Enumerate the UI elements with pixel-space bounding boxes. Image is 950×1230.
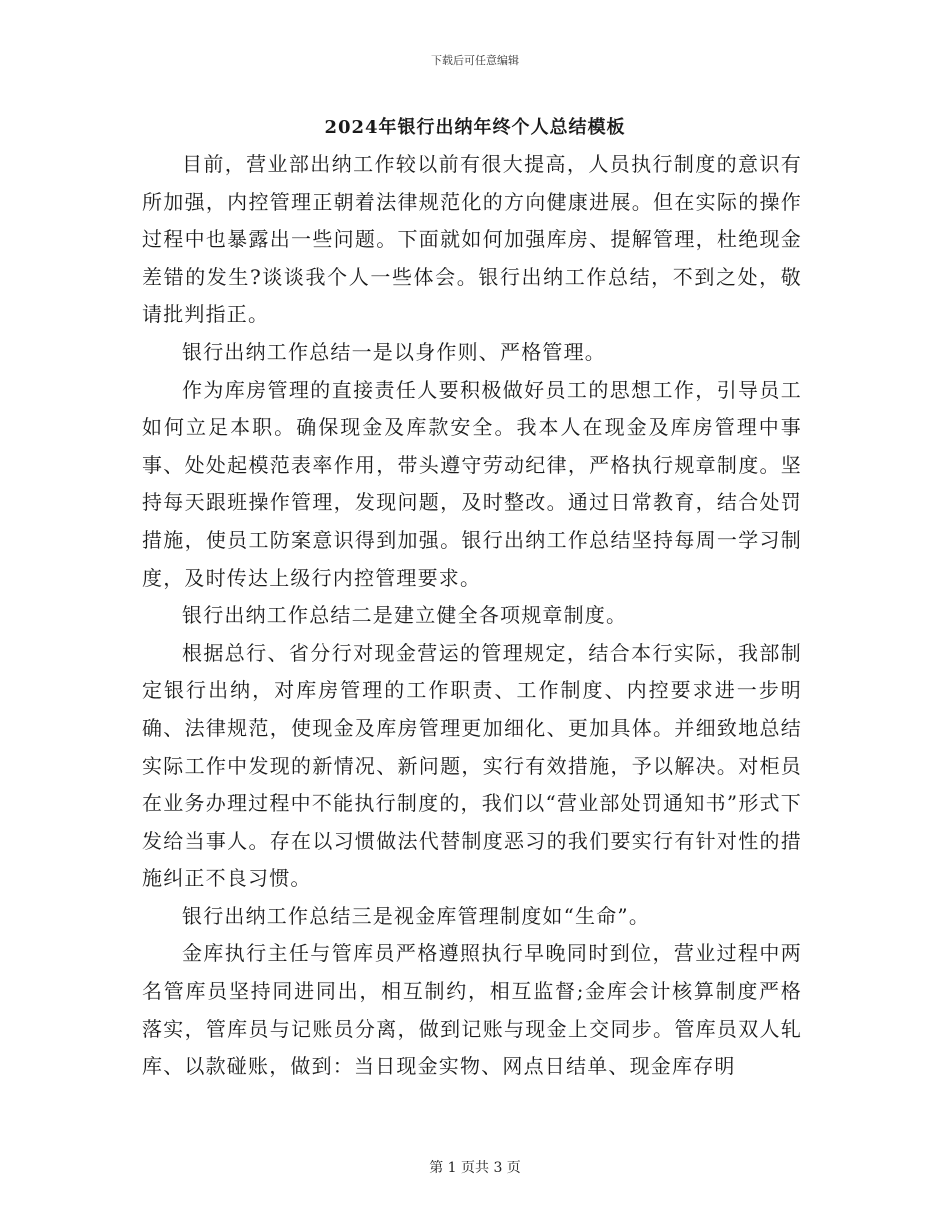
paragraph-body-3: 金库执行主任与管库员严格遵照执行早晚同时到位，营业过程中两名管库员坚持同进同出，相互制约，相互监督;金库会计核算制度严格落实，管库员与记账员分离，做到记账与现金上交同步。管库员双人轧库、以款碰账，做到：当日现金实物、网点日结单、现金库存明 bbox=[142, 941, 802, 1079]
paragraph-intro: 目前，营业部出纳工作较以前有很大提高，人员执行制度的意识有所加强，内控管理正朝着法律规范化的方向健康进展。但在实际的操作过程中也暴露出一些问题。下面就如何加强库房、提解管理，杜绝现金差错的发生?谈谈我个人一些体会。银行出纳工作总结，不到之处，敬请批判指正。 bbox=[142, 152, 802, 327]
paragraph-heading-2: 银行出纳工作总结二是建立健全各项规章制度。 bbox=[182, 603, 628, 628]
page-number: 第 1 页共 3 页 bbox=[429, 1160, 521, 1176]
paragraph-heading-3: 银行出纳工作总结三是视金库管理制度如“生命”。 bbox=[182, 903, 651, 928]
page-header-note: 下载后可任意编辑 bbox=[431, 54, 519, 67]
document-body bbox=[142, 146, 802, 1086]
paragraph-heading-1: 银行出纳工作总结一是以身作则、严格管理。 bbox=[182, 339, 606, 364]
paragraph-body-1: 作为库房管理的直接责任人要积极做好员工的思想工作，引导员工如何立足本职。确保现金及库款安全。我本人在现金及库房管理中事事、处处起模范表率作用，带头遵守劳动纪律，严格执行规章制度。坚持每天跟班操作管理，发现问题，及时整改。通过日常教育，结合处罚措施，使员工防案意识得到加强。银行出纳工作总结坚持每周一学习制度，及时传达上级行内控管理要求。 bbox=[142, 377, 802, 590]
paragraph-body-2: 根据总行、省分行对现金营运的管理规定，结合本行实际，我部制定银行出纳，对库房管理的工作职责、工作制度、内控要求进一步明确、法律规范，使现金及库房管理更加细化、更加具体。并细致地总结实际工作中发现的新情况、新问题，实行有效措施，予以解决。对柜员在业务办理过程中不能执行制度的，我们以“营业部处罚通知书”形式下发给当事人。存在以习惯做法代替制度恶习的我们要实行有针对性的措施纠正不良习惯。 bbox=[142, 640, 802, 891]
document-title: 2024年银行出纳年终个人总结模板 bbox=[324, 117, 626, 138]
